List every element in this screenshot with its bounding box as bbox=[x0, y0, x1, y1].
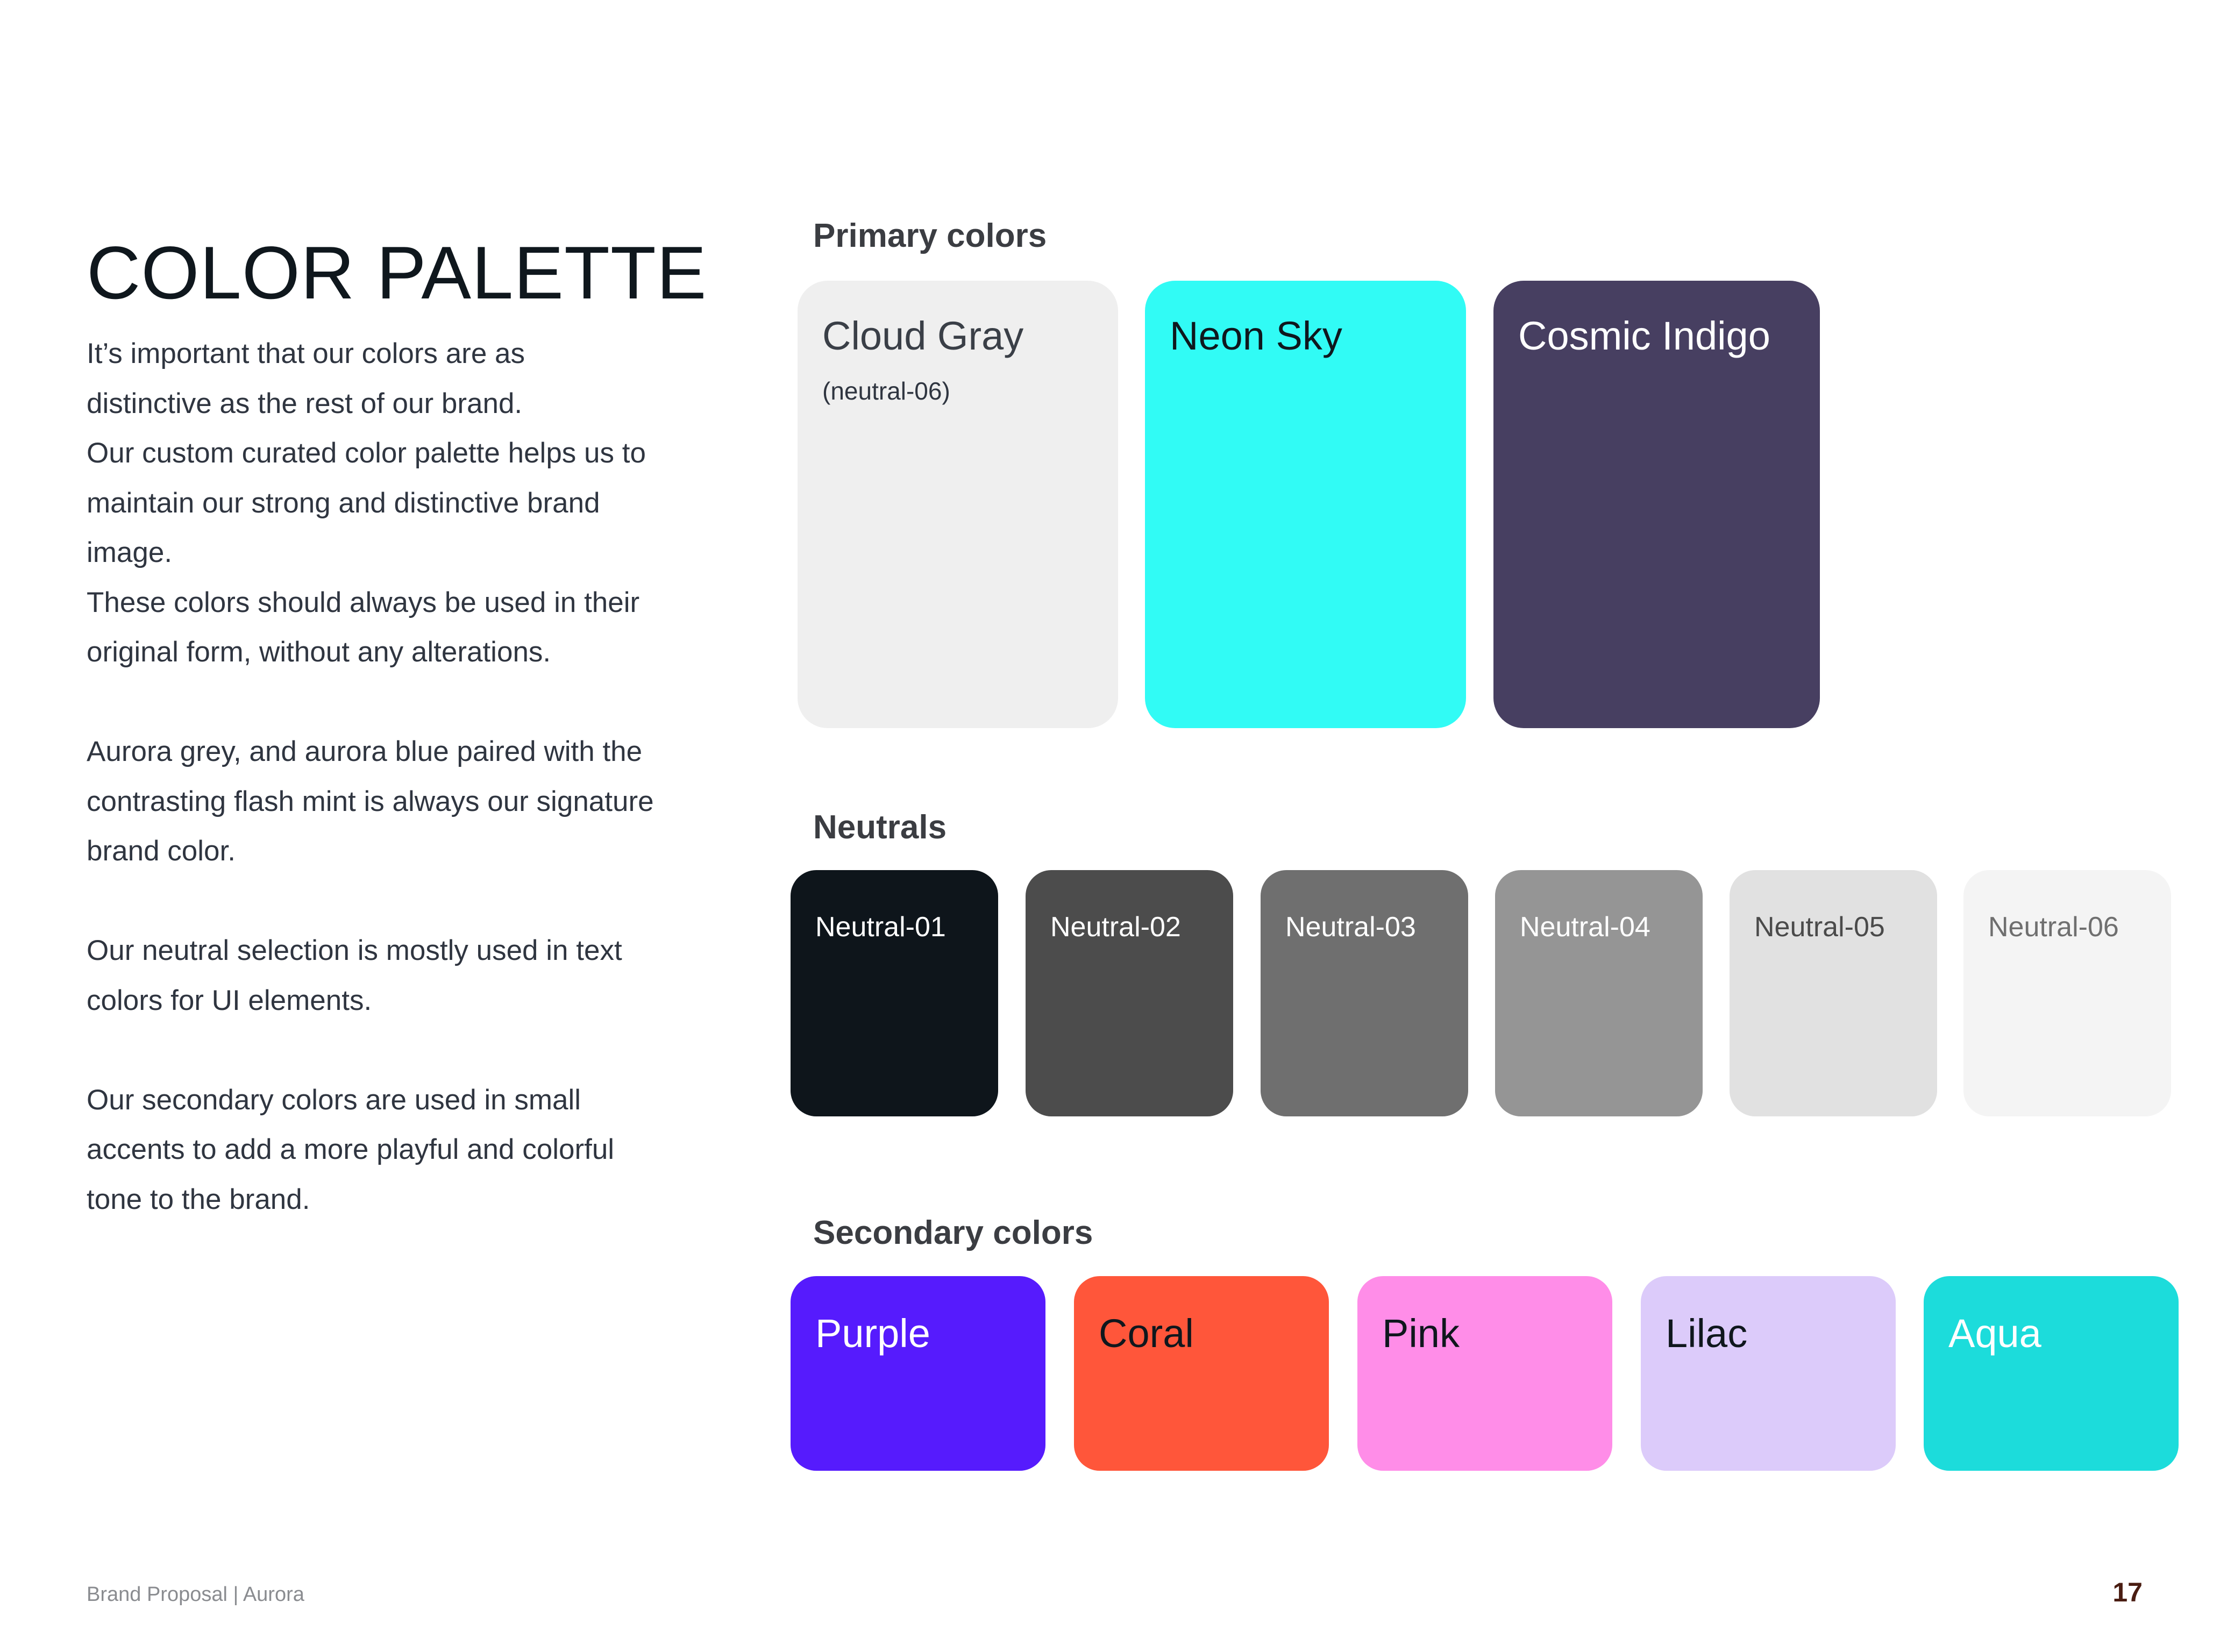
swatch-label: Neutral-03 bbox=[1285, 912, 1416, 943]
neutrals-heading: Neutrals bbox=[813, 809, 947, 846]
swatch-label: Coral bbox=[1099, 1311, 1194, 1356]
intro-line: brand color. bbox=[87, 835, 236, 867]
intro-line: contrasting flash mint is always our signature bbox=[87, 785, 654, 817]
intro-paragraph bbox=[87, 727, 705, 877]
swatch-neon-sky bbox=[1145, 281, 1466, 728]
swatch-label: Lilac bbox=[1666, 1311, 1748, 1356]
intro-text bbox=[87, 329, 705, 1224]
swatch-neutral-02 bbox=[1026, 870, 1233, 1116]
swatch-label: Pink bbox=[1382, 1311, 1460, 1356]
swatch-lilac bbox=[1641, 1276, 1896, 1471]
swatch-label: Purple bbox=[815, 1311, 930, 1356]
intro-line: Aurora grey, and aurora blue paired with the bbox=[87, 736, 643, 767]
swatch-neutral-05 bbox=[1730, 870, 1937, 1116]
swatch-neutral-01 bbox=[791, 870, 998, 1116]
swatch-label: Neutral-06 bbox=[1988, 912, 2119, 943]
swatch-label: Cosmic Indigo bbox=[1518, 314, 1770, 358]
intro-line: tone to the brand. bbox=[87, 1183, 310, 1215]
swatch-note: (neutral-06) bbox=[822, 377, 950, 405]
swatch-coral bbox=[1074, 1276, 1329, 1471]
swatch-label: Aqua bbox=[1948, 1311, 2041, 1356]
intro-paragraph bbox=[87, 1076, 705, 1225]
intro-line: distinctive as the rest of our brand. bbox=[87, 387, 523, 419]
swatch-label: Neon Sky bbox=[1170, 314, 1342, 358]
intro-line: image. bbox=[87, 537, 173, 568]
intro-paragraph bbox=[87, 926, 705, 1026]
footer-text: Brand Proposal | Aurora bbox=[87, 1583, 304, 1606]
intro-line: Our custom curated color palette helps us to bbox=[87, 437, 646, 469]
swatch-cloud-gray bbox=[798, 281, 1118, 728]
swatch-cosmic-indigo bbox=[1493, 281, 1820, 728]
page-title: COLOR PALETTE bbox=[87, 231, 707, 315]
swatch-purple bbox=[791, 1276, 1045, 1471]
swatch-neutral-06 bbox=[1963, 870, 2171, 1116]
swatch-pink bbox=[1357, 1276, 1612, 1471]
intro-line: accents to add a more playful and colorful bbox=[87, 1134, 615, 1165]
intro-line: maintain our strong and distinctive brand bbox=[87, 487, 600, 519]
primary-colors-heading: Primary colors bbox=[813, 217, 1047, 254]
intro-line: Our neutral selection is mostly used in text bbox=[87, 935, 622, 966]
page-number: 17 bbox=[2112, 1577, 2143, 1607]
intro-line: It’s important that our colors are as bbox=[87, 338, 525, 369]
swatch-label: Neutral-05 bbox=[1754, 912, 1885, 943]
intro-line: colors for UI elements. bbox=[87, 984, 372, 1016]
swatch-neutral-03 bbox=[1261, 870, 1468, 1116]
swatch-neutral-04 bbox=[1495, 870, 1703, 1116]
swatch-aqua bbox=[1924, 1276, 2179, 1471]
swatch-label: Neutral-04 bbox=[1520, 912, 1650, 943]
secondary-colors-heading: Secondary colors bbox=[813, 1214, 1093, 1251]
swatch-label: Neutral-01 bbox=[815, 912, 946, 943]
intro-line: Our secondary colors are used in small bbox=[87, 1084, 581, 1116]
swatch-label: Neutral-02 bbox=[1050, 912, 1181, 943]
intro-paragraph bbox=[87, 329, 705, 678]
intro-line: These colors should always be used in their bbox=[87, 586, 640, 618]
swatch-label: Cloud Gray bbox=[822, 314, 1024, 358]
intro-line: original form, without any alterations. bbox=[87, 636, 551, 668]
